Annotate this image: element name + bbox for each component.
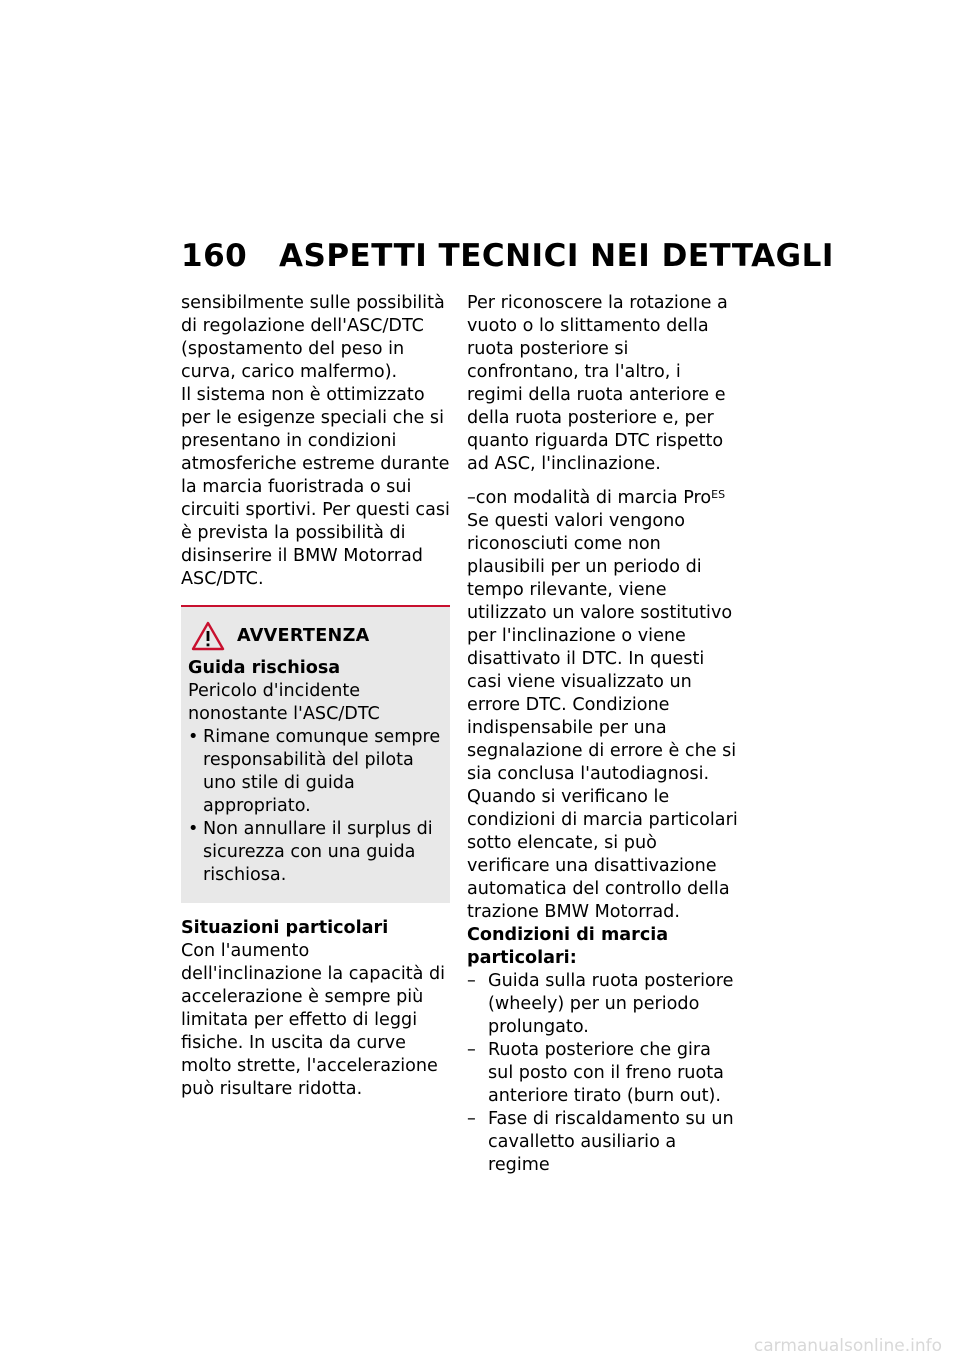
dash-mark: – xyxy=(467,1040,476,1060)
right-paragraph-1: Per riconoscere la rotazione a vuoto o lo slittamento della ruota posteriore si confrontano, tra l'altro, i regimi della ruota anteriore e della ruota posteriore e, per quanto riguarda DTC rispetto ad ASC, l'inclinazione. xyxy=(467,293,728,474)
section-text: Con l'aumento dell'inclinazione la capacità di accelerazione è sempre più limitata per effetto di leggi fisiche. In uscita da curve molto strette, l'accelerazione può risultare ridotta. xyxy=(181,941,446,1099)
dash-mark: – xyxy=(467,488,476,508)
left-paragraph-1: sensibilmente sulle possibilità di regolazione dell'ASC/DTC (spostamento del peso in curva, carico malfermo). xyxy=(181,293,445,382)
dash-mark: – xyxy=(467,971,476,991)
condition-text: Ruota posteriore che gira sul posto con il freno ruota anteriore tirato (burn out). xyxy=(488,1040,724,1106)
watermark: carmanualsonline.info xyxy=(753,1336,942,1356)
right-paragraph-2: Se questi valori vengono riconosciuti come non plausibili per un periodo di tempo rilevante, viene utilizzato un valore sostitutivo per l'inclinazione o viene disattivato il DTC. In questi casi viene visualizzato un errore DTC. Condizione indispensabile per una segnalazione di errore è che si sia conclusa l'autodiagnosi. xyxy=(467,511,737,784)
warning-bullet xyxy=(188,726,450,818)
right-paragraph-3: Quando si verificano le condizioni di marcia particolari sotto elencate, si può verificare una disattivazione automatica del controllo della trazione BMW Motorrad. xyxy=(467,787,738,922)
condition-text: Guida sulla ruota posteriore (wheely) per un periodo prolungato. xyxy=(488,971,734,1037)
warning-subtitle: Guida rischiosa xyxy=(188,658,341,678)
mode-line-text: con modalità di marcia Pro xyxy=(475,488,712,508)
warning-title: AVVERTENZA xyxy=(237,625,370,646)
warning-text: Pericolo d'incidente nonostante l'ASC/DTC xyxy=(188,681,380,724)
mode-line xyxy=(467,487,739,510)
condition-item xyxy=(467,970,739,1039)
mode-superscript: ES xyxy=(711,488,726,501)
right-column xyxy=(467,292,739,1177)
warning-triangle-icon xyxy=(191,621,225,651)
section-title: Situazioni particolari xyxy=(181,918,389,938)
left-paragraph-2: Il sistema non è ottimizzato per le esigenze speciali che si presentano in condizioni atmosferiche estreme durante la marcia fuoristrada o sui circuiti sportivi. Per questi casi è prevista la possibilità di disinserire il BMW Motorrad ASC/DTC. xyxy=(181,385,450,589)
dash-mark: – xyxy=(467,1109,476,1129)
conditions-title: Condizioni di marcia particolari: xyxy=(467,925,669,968)
bullet-mark: • xyxy=(188,819,199,839)
warning-bullet-text: Non annullare il surplus di sicurezza con una guida rischiosa. xyxy=(203,819,433,885)
bullet-mark: • xyxy=(188,727,199,747)
warning-header xyxy=(191,621,450,651)
chapter-title: ASPETTI TECNICI NEI DETTAGLI xyxy=(279,238,834,274)
condition-item xyxy=(467,1039,739,1108)
left-column xyxy=(181,292,451,1101)
page-header xyxy=(181,238,834,274)
condition-text: Fase di riscaldamento su un cavalletto ausiliario a regime xyxy=(488,1109,734,1175)
condition-item xyxy=(467,1108,739,1177)
warning-bullet-text: Rimane comunque sempre responsabilità del pilota uno stile di guida appropriato. xyxy=(203,727,441,816)
warning-box xyxy=(181,605,450,903)
page-number: 160 xyxy=(181,238,248,274)
warning-bullet xyxy=(188,818,450,887)
